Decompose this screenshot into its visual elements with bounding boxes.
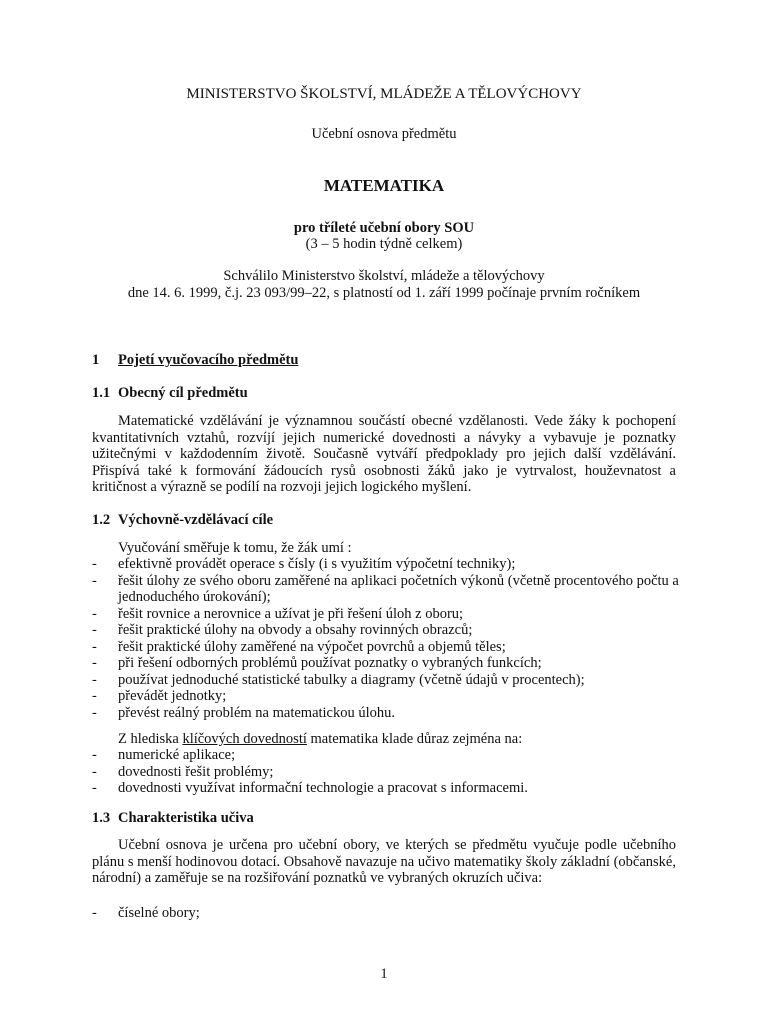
dash-bullet: - <box>92 638 97 655</box>
dash-bullet: - <box>92 655 97 671</box>
key-skills-term: klíčových dovedností <box>182 731 307 747</box>
dash-bullet: - <box>92 780 97 796</box>
dash-bullet: - <box>92 622 97 638</box>
section-1-1-heading <box>92 385 248 402</box>
approval-line-2: dne 14. 6. 1999, č.j. 23 093/99–22, s platností od 1. září 1999 počínaje prvním ročníkem <box>127 285 641 301</box>
dash-bullet: - <box>92 572 97 589</box>
goals-list <box>92 556 682 721</box>
dash-bullet: - <box>92 905 97 921</box>
curriculum-paragraph: Učební osnova je určena pro učební obory, ve kterých se předmětu vyučuje podle učebního plánu s menší hodinovou dotací. Obsahově navazuje na učivo matematiky školy základní (občanské, národní) a zaměřuje se na rozšiřování poznatků ve vybraných okruzích učiva: <box>92 837 676 886</box>
section-1-heading <box>92 352 298 369</box>
section-number: 1.3 <box>92 810 111 826</box>
list-item: - převádět jednotky; <box>92 688 227 704</box>
dash-bullet: - <box>92 763 97 780</box>
section-title: Výchovně-vzdělávací cíle <box>118 512 274 528</box>
list-item: - dovednosti využívat informační technologie a pracovat s informacemi. <box>92 780 528 796</box>
goals-lead: Vyučování směřuje k tomu, že žák umí : <box>118 540 352 556</box>
section-1-3-heading <box>92 810 254 827</box>
list-item: - řešit úlohy ze svého oboru zaměřené na aplikaci početních výkonů (včetně procentového počtu a jednoduchého úrokování); <box>92 572 679 605</box>
dash-bullet: - <box>92 671 97 688</box>
section-number: 1 <box>92 352 100 368</box>
approval-line-1: Schválilo Ministerstvo školství, mládeže a tělovýchovy <box>223 268 545 284</box>
dash-bullet: - <box>92 704 97 721</box>
section-number: 1.2 <box>92 512 111 528</box>
curriculum-list <box>92 905 682 922</box>
key-skills-list <box>92 747 682 797</box>
list-item: - číselné obory; <box>92 905 200 921</box>
section-1-2-heading <box>92 512 273 529</box>
page-number: 1 <box>380 966 388 982</box>
section-number: 1.1 <box>92 385 111 401</box>
section-title: Charakteristika učiva <box>118 810 254 826</box>
page-title: MATEMATIKA <box>323 176 445 195</box>
list-item: - numerické aplikace; <box>92 747 236 763</box>
document-type: Učební osnova předmětu <box>311 126 457 142</box>
section-title: Obecný cíl předmětu <box>118 385 248 401</box>
target-audience: pro tříleté učební obory SOU <box>293 220 475 236</box>
list-item: - efektivně provádět operace s čísly (i s využitím výpočetní techniky); <box>92 556 516 572</box>
dash-bullet: - <box>92 605 97 622</box>
dash-bullet: - <box>92 556 97 572</box>
list-item: - řešit praktické úlohy na obvody a obsahy rovinných obrazců; <box>92 622 473 638</box>
dash-bullet: - <box>92 747 97 763</box>
list-item: - dovednosti řešit problémy; <box>92 763 274 780</box>
list-item: - převést reálný problém na matematickou úlohu. <box>92 704 396 721</box>
list-item: - používat jednoduché statistické tabulky a diagramy (včetně údajů v procentech); <box>92 671 585 688</box>
section-title: Pojetí vyučovacího předmětu <box>118 352 299 368</box>
list-item: - řešit praktické úlohy zaměřené na výpočet povrchů a objemů těles; <box>92 638 506 655</box>
general-goal-paragraph: Matematické vzdělávání je významnou součástí obecné vzdělanosti. Vede žáky k pochopení kvantitativních vztahů, rozvíjí jejich numerické dovednosti a návyky a vybavuje je poznatky užitečnými v každodenním životě. Současně vytváří předpoklady pro jejich další vzdělávání. Přispívá také k formování žádoucích rysů osobnosti žáků jako je vytrvalost, houževnatost a kritičnost a výrazně se podílí na rozvoji jejich logického myšlení. <box>92 413 676 495</box>
dash-bullet: - <box>92 688 97 704</box>
list-item: - při řešení odborných problémů používat poznatky o vybraných funkcích; <box>92 655 542 671</box>
weekly-hours: (3 – 5 hodin týdně celkem) <box>305 236 463 252</box>
key-skills-lead: Z hlediska klíčových dovedností matematika klade důraz zejména na: <box>118 731 523 747</box>
list-item: - řešit rovnice a nerovnice a užívat je při řešení úloh z oboru; <box>92 605 464 622</box>
ministry-heading: MINISTERSTVO ŠKOLSTVÍ, MLÁDEŽE A TĚLOVÝCHOVY <box>186 86 582 102</box>
